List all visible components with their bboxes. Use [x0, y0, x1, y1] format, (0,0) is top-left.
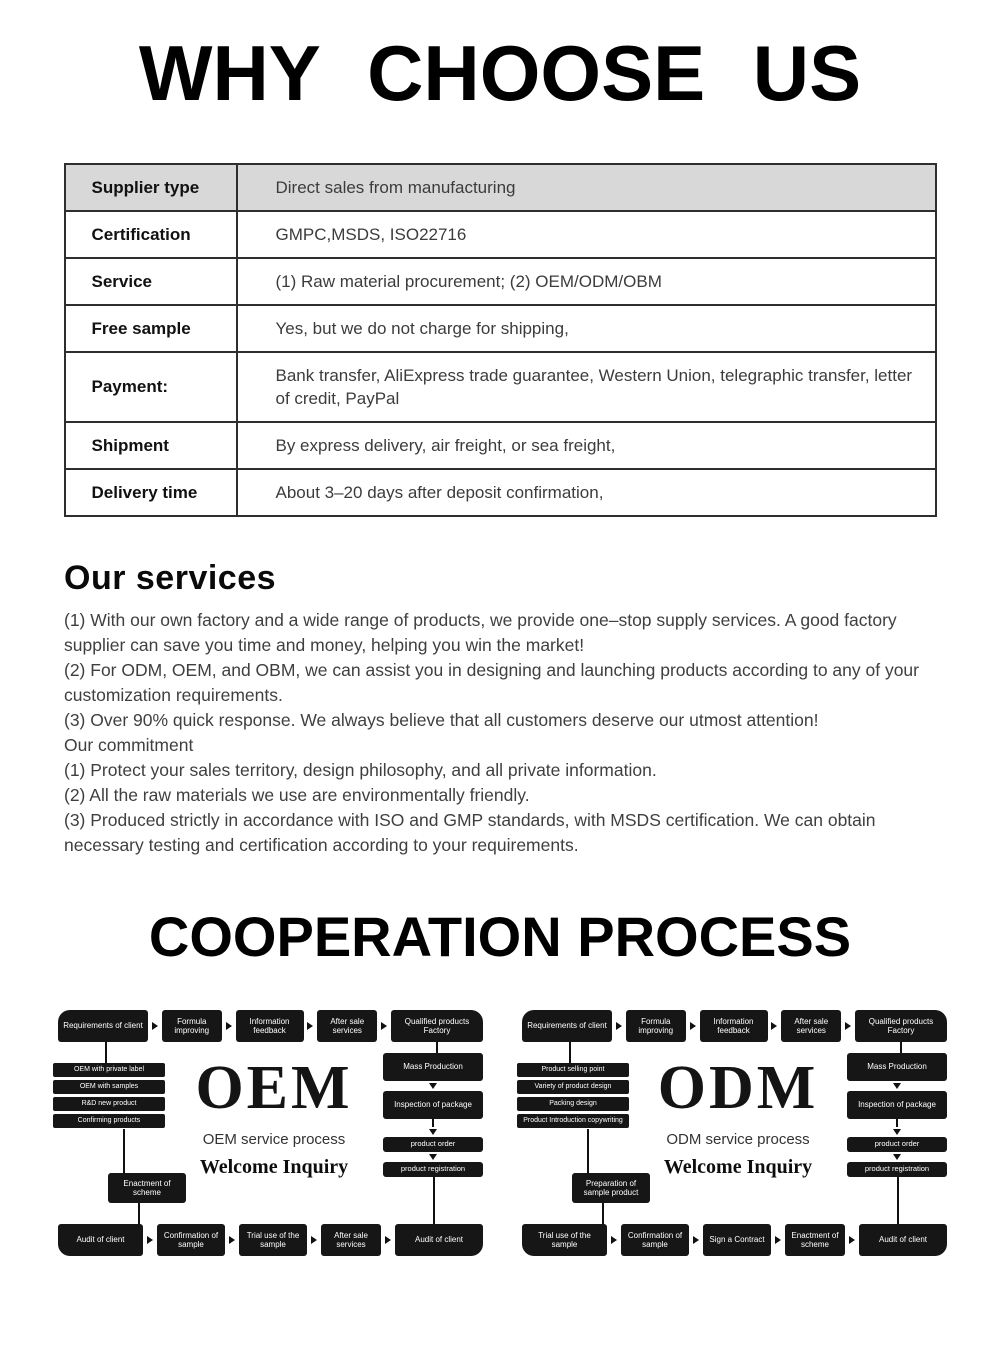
connector-line	[123, 1129, 125, 1173]
flow-node: product registration	[847, 1162, 947, 1177]
services-section	[0, 559, 1000, 858]
flow-node: Mass Production	[847, 1053, 947, 1081]
flow-bottom-row	[58, 1224, 483, 1256]
flow-node: OEM with private label	[53, 1063, 165, 1077]
flow-node: Information feedback	[700, 1010, 768, 1042]
oem-big-label: OEM	[195, 1054, 353, 1122]
connector-line	[602, 1203, 604, 1224]
service-process-label: ODM service process	[666, 1131, 810, 1148]
arrow-down-icon	[429, 1083, 437, 1089]
flow-node: Formula improving	[162, 1010, 222, 1042]
connector-line	[433, 1175, 435, 1224]
row-value: Yes, but we do not charge for shipping,	[237, 305, 936, 352]
arrow-right-icon	[849, 1236, 855, 1244]
row-value: By express delivery, air freight, or sea freight,	[237, 422, 936, 469]
arrow-right-icon	[152, 1022, 158, 1030]
arrow-right-icon	[611, 1236, 617, 1244]
oem-process-flowchart	[53, 1005, 483, 1260]
flow-center	[165, 1054, 383, 1179]
service-process-label: OEM service process	[202, 1131, 346, 1148]
row-value: About 3–20 days after deposit confirmation,	[237, 469, 936, 516]
connector-line	[436, 1042, 438, 1053]
services-paragraph: Our commitment	[64, 735, 194, 755]
flow-node: Packing design	[517, 1097, 629, 1111]
flow-node: product registration	[383, 1162, 483, 1177]
flow-node: After sale services	[321, 1224, 381, 1256]
row-value: Direct sales from manufacturing	[237, 164, 936, 211]
flow-node: Formula improving	[626, 1010, 686, 1042]
supplier-info-table	[64, 163, 937, 517]
flow-node: Qualified products Factory	[855, 1010, 947, 1042]
connector-line	[900, 1042, 902, 1053]
flow-node: Audit of client	[395, 1224, 483, 1256]
row-label: Supplier type	[65, 164, 237, 211]
flow-top-row	[58, 1010, 483, 1042]
table-row	[65, 211, 936, 258]
welcome-inquiry-label: Welcome Inquiry	[199, 1156, 349, 1178]
flow-node: Audit of client	[58, 1224, 143, 1256]
flow-node: Qualified products Factory	[391, 1010, 483, 1042]
cooperation-flowcharts	[0, 1005, 1000, 1260]
row-label: Service	[65, 258, 237, 305]
arrow-down-icon	[429, 1129, 437, 1135]
arrow-down-icon	[893, 1083, 901, 1089]
row-value: (1) Raw material procurement; (2) OEM/ODM/OBM	[237, 258, 936, 305]
odm-process-flowchart	[517, 1005, 947, 1260]
flow-node: Trial use of the sample	[239, 1224, 307, 1256]
arrow-right-icon	[771, 1022, 777, 1030]
flow-left-stack	[53, 1063, 165, 1131]
flow-node: Product Introduction copywriting	[517, 1114, 629, 1128]
flow-center	[629, 1054, 847, 1179]
table-row	[65, 164, 936, 211]
flow-node: Product selling point	[517, 1063, 629, 1077]
arrow-right-icon	[616, 1022, 622, 1030]
connector-line	[896, 1119, 898, 1127]
connector-line	[138, 1203, 140, 1224]
flow-node: Mass Production	[383, 1053, 483, 1081]
services-paragraph: (1) Protect your sales territory, design philosophy, and all private information.	[64, 760, 657, 780]
flow-node: Variety of product design	[517, 1080, 629, 1094]
flow-left-stack	[517, 1063, 629, 1131]
flow-node: After sale services	[317, 1010, 377, 1042]
table-row	[65, 258, 936, 305]
flow-node: Inspection of package	[847, 1091, 947, 1119]
flow-node: Information feedback	[236, 1010, 304, 1042]
arrow-right-icon	[229, 1236, 235, 1244]
arrow-right-icon	[775, 1236, 781, 1244]
arrow-right-icon	[147, 1236, 153, 1244]
flow-node: Requirements of client	[58, 1010, 148, 1042]
flow-node: R&D new product	[53, 1097, 165, 1111]
cooperation-heading: COOPERATION PROCESS	[148, 905, 852, 968]
arrow-right-icon	[226, 1022, 232, 1030]
flow-node: Enactment of scheme	[108, 1173, 186, 1203]
services-paragraph: (3) Over 90% quick response. We always believe that all customers deserve our utmost attention!	[64, 710, 819, 730]
arrow-right-icon	[385, 1236, 391, 1244]
arrow-right-icon	[845, 1022, 851, 1030]
flow-node: Enactment of scheme	[785, 1224, 845, 1256]
arrow-right-icon	[311, 1236, 317, 1244]
services-paragraph: (3) Produced strictly in accordance with ISO and GMP standards, with MSDS certification. We can obtain necessary testing and certification according to your requirements.	[64, 810, 876, 855]
arrow-down-icon	[893, 1154, 901, 1160]
arrow-right-icon	[307, 1022, 313, 1030]
flow-top-row	[522, 1010, 947, 1042]
row-label: Certification	[65, 211, 237, 258]
arrow-right-icon	[690, 1022, 696, 1030]
flow-node: product order	[383, 1137, 483, 1152]
services-paragraph: (2) For ODM, OEM, and OBM, we can assist you in designing and launching products according to any of your customization requirements.	[64, 660, 919, 705]
flow-node: Inspection of package	[383, 1091, 483, 1119]
row-label: Free sample	[65, 305, 237, 352]
arrow-down-icon	[429, 1154, 437, 1160]
connector-line	[105, 1042, 107, 1063]
welcome-inquiry-label: Welcome Inquiry	[663, 1156, 813, 1178]
page-title: WHY CHOOSE US	[138, 29, 862, 117]
table-row	[65, 352, 936, 422]
flow-bottom-row	[522, 1224, 947, 1256]
flow-node: Sign a Contract	[703, 1224, 771, 1256]
connector-line	[432, 1119, 434, 1127]
flow-node: OEM with samples	[53, 1080, 165, 1094]
connector-line	[569, 1042, 571, 1063]
arrow-down-icon	[893, 1129, 901, 1135]
row-label: Payment:	[65, 352, 237, 422]
table-row	[65, 422, 936, 469]
table-row	[65, 469, 936, 516]
connector-line	[897, 1175, 899, 1224]
flow-node: Trial use of the sample	[522, 1224, 607, 1256]
flow-node: Confirming products	[53, 1114, 165, 1128]
row-value: Bank transfer, AliExpress trade guarantee, Western Union, telegraphic transfer, letter of credit, PayPal	[237, 352, 936, 422]
flow-node: Audit of client	[859, 1224, 947, 1256]
row-label: Shipment	[65, 422, 237, 469]
services-paragraph: (2) All the raw materials we use are environmentally friendly.	[64, 785, 530, 805]
row-value: GMPC,MSDS, ISO22716	[237, 211, 936, 258]
flow-right-stack	[383, 1053, 483, 1177]
flow-node: After sale services	[781, 1010, 841, 1042]
connector-line	[587, 1129, 589, 1173]
table-row	[65, 305, 936, 352]
flow-node: Preparation of sample product	[572, 1173, 650, 1203]
arrow-right-icon	[693, 1236, 699, 1244]
flow-node: product order	[847, 1137, 947, 1152]
services-text	[64, 608, 936, 858]
odm-big-label: ODM	[657, 1054, 819, 1122]
arrow-right-icon	[381, 1022, 387, 1030]
flow-right-stack	[847, 1053, 947, 1177]
flow-node: Requirements of client	[522, 1010, 612, 1042]
flow-node: Confirmation of sample	[157, 1224, 225, 1256]
flow-node: Confirmation of sample	[621, 1224, 689, 1256]
services-heading: Our services	[64, 559, 277, 597]
row-label: Delivery time	[65, 469, 237, 516]
services-paragraph: (1) With our own factory and a wide range of products, we provide one–stop supply services. A good factory supplier can save you time and money, helping you win the market!	[64, 610, 897, 655]
